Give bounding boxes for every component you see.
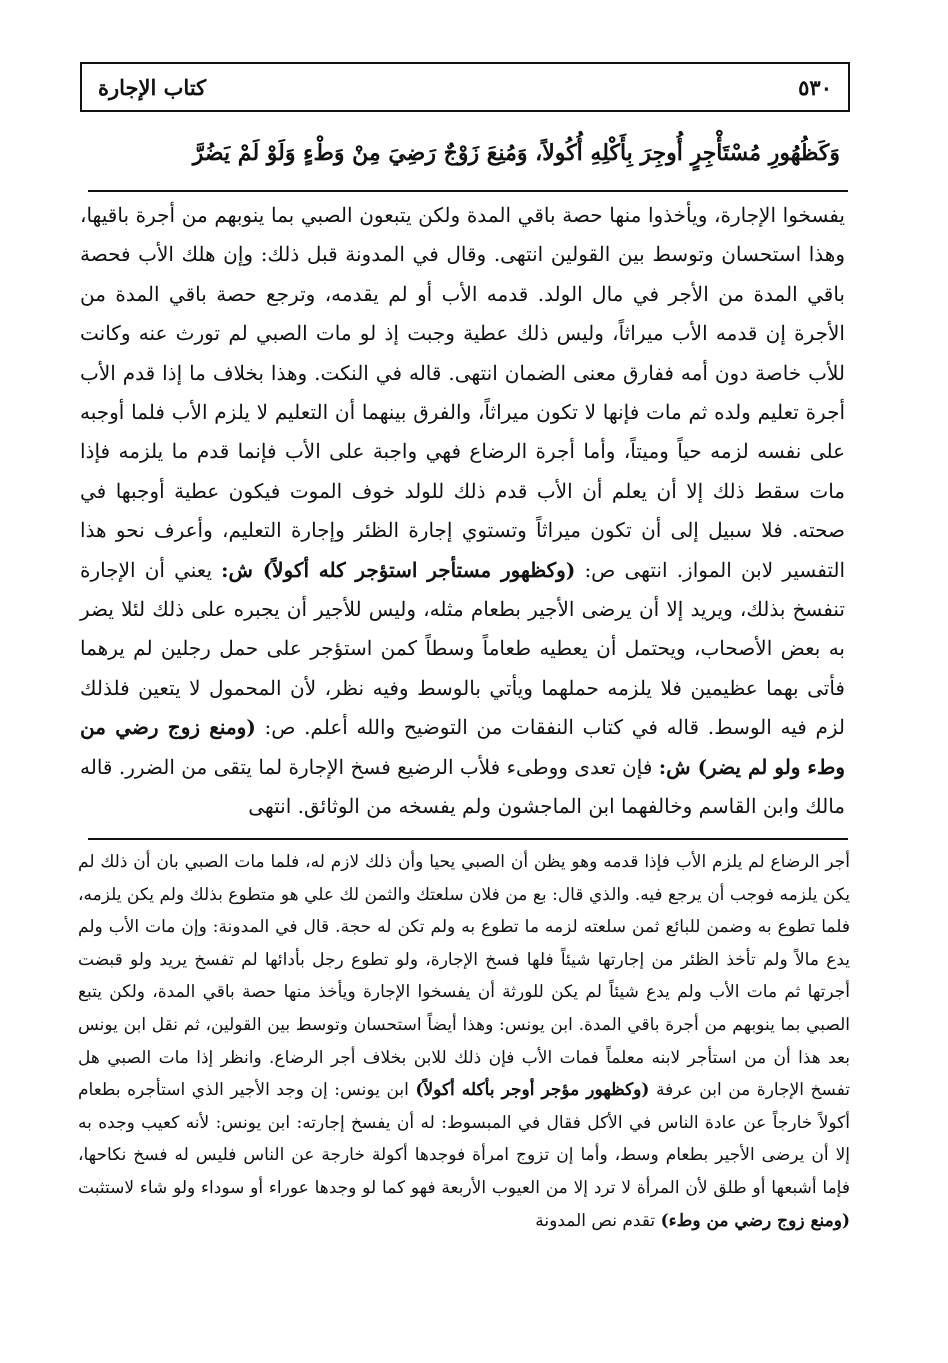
- commentary-text-3: فإن تعدى ووطىء فلأب الرضيع فسخ الإجارة لما يتقى من الضرر. قاله مالك وابن القاسم وخالفهما ابن الماجشون ولم يفسخه من الوثائق. انتهى: [80, 754, 845, 819]
- footnote-quote-1: (وكظهور مؤجر أوجر بأكله أكولاً): [415, 1080, 650, 1101]
- divider-top: [88, 190, 848, 192]
- footnote-paragraph: [78, 846, 850, 1237]
- page-header: [80, 62, 850, 112]
- matn-verse: وَكَظُهُورِ مُسْتَأْجِرٍ أُوجِرَ بِأَكْلِهِ أُكُولاً، وَمُنِعَ زَوْجٌ رَضِيَ مِنْ وَطْءٍ وَلَوْ لَمْ يَضُرَّ: [192, 140, 840, 166]
- footnote-section: [78, 846, 850, 1237]
- commentary-text-1: يفسخوا الإجارة، ويأخذوا منها حصة باقي المدة ولكن يتبعون الصبي بما ينوبهم من أجرة باقيها، وهذا استحسان وتوسط بين القولين انتهى. وقال في المدونة قبل ذلك: وإن هلك الأب فحصة باقي المدة من الأجر في مال الولد. قدمه الأب أو لم يقدمه، وترجع حصة باقي المدة من الأجرة إن قدمه الأب ميراثاً، وليس ذلك عطية وجبت إذ لو مات الصبي لم تورث عنه وكانت للأب خاصة دون أمه ففارق معنى الضمان انتهى. قاله في النكت. وهذا بخلاف ما إذا قدم الأب أجرة تعليم ولده ثم مات فإنها لا تكون ميراثاً، والفرق بينهما أن التعليم لا يلزم الأب فلما أوجبه على نفسه لزمه حياً وميتاً، وأما أجرة الرضاع فهي واجبة على الأب فإنما قدم ما يلزمه فإذا مات سقط ذلك إلا أن يعلم أن الأب قدم ذلك للولد خوف الموت فيكون عطية أوجبها في صحته. فلا سبيل إلى أن تكون ميراثاً وتستوي إجارة الظئر وإجارة التعليم، وأعرف نحو هذا التفسير لابن المواز. انتهى ص:: [80, 203, 846, 582]
- book-title: كتاب الإجارة: [98, 74, 207, 100]
- commentary-paragraph: [80, 196, 845, 827]
- footnote-text-3: تقدم نص المدونة: [535, 1210, 656, 1231]
- matn-quote-2: (ومنع زوج رضي من وطء ولو لم يضر) ش:: [80, 715, 845, 779]
- commentary-body: [80, 196, 845, 827]
- footnote-text-1: أجر الرضاع لم يلزم الأب فإذا قدمه وهو يظن أن الصبي يحيا وأن ذلك لازم له، فلما مات الصبي بان أن ذلك لم يكن يلزمه فوجب أن يرجع فيه. والذي قال: بع من فلان سلعتك والثمن لك علي هو متطوع بذلك ولم يكن يلزمه، فلما تطوع به وضمن للبائع ثمن سلعته لزمه ما تطوع به ولم تكن له حجة. قال في المدونة: وإن مات الأب ولم يدع مالاً ولم تأخذ الظئر من إجارتها شيئاً فلها فسخ الإجارة، ولو تطوع رجل بأدائها لم تفسخ يريد ولو قبضت أجرتها ثم مات الأب ولم يدع شيئاً لم يكن للورثة أن يفسخوا الإجارة ويأخذ منها حصة باقي المدة، ولكن يتبع الصبي بما ينوبهم من أجرة باقي المدة. ابن يونس: وهذا أيضاً استحسان وتوسط بين القولين، ثم نقل ابن يونس بعد هذا أن من استأجر لابنه معلماً فمات الأب فإن ذلك للابن بخلاف أجر الرضاع. وانظر إذا مات الصبي هل تفسخ الإجارة من ابن عرفة: [78, 852, 851, 1101]
- divider-footnotes: [88, 838, 848, 840]
- footnote-quote-2: (ومنع زوج رضي من وطء): [660, 1210, 850, 1231]
- footnote-text-2: ابن يونس: إن وجد الأجير الذي استأجره بطعام أكولاً خارجاً عن عادة الناس في الأكل فقال في المبسوط: له أن يفسخ إجارته: ابن يونس: لأنه كعيب وجده به إلا أن يرضى الأجير بطعام وسط، وأما إن تزوج امرأة فوجدها أكولة خارجة عن الناس فليس له فسخ نكاحها، فإما أشبعها أو طلق لأن المرأة لا ترد إلا من العيوب الأربعة فهو كما لو وجدها عوراء أو سوداء ولو شاء لاستثبت: [78, 1080, 850, 1198]
- commentary-text-2: يعني أن الإجارة تنفسخ بذلك، ويريد إلا أن يرضى الأجير بطعام مثله، وليس للأجير أن يجبره على ذلك لئلا يضر به بعض الأصحاب، ويحتمل أن يعطيه طعاماً وسطاً كمن استؤجر على حمل رجلين لم يرهما فأتى بهما عظيمين فلا يلزمه حملهما ويأتي بالوسط وفيه نظر، لأن المحمول لا يتعين فلذلك لزم فيه الوسط. قاله في كتاب النفقات من التوضيح والله أعلم. ص:: [80, 557, 845, 740]
- page-number: ٥٣٠: [798, 74, 832, 100]
- matn-quote-1: (وكظهور مستأجر استؤجر كله أكولاً) ش:: [221, 557, 576, 582]
